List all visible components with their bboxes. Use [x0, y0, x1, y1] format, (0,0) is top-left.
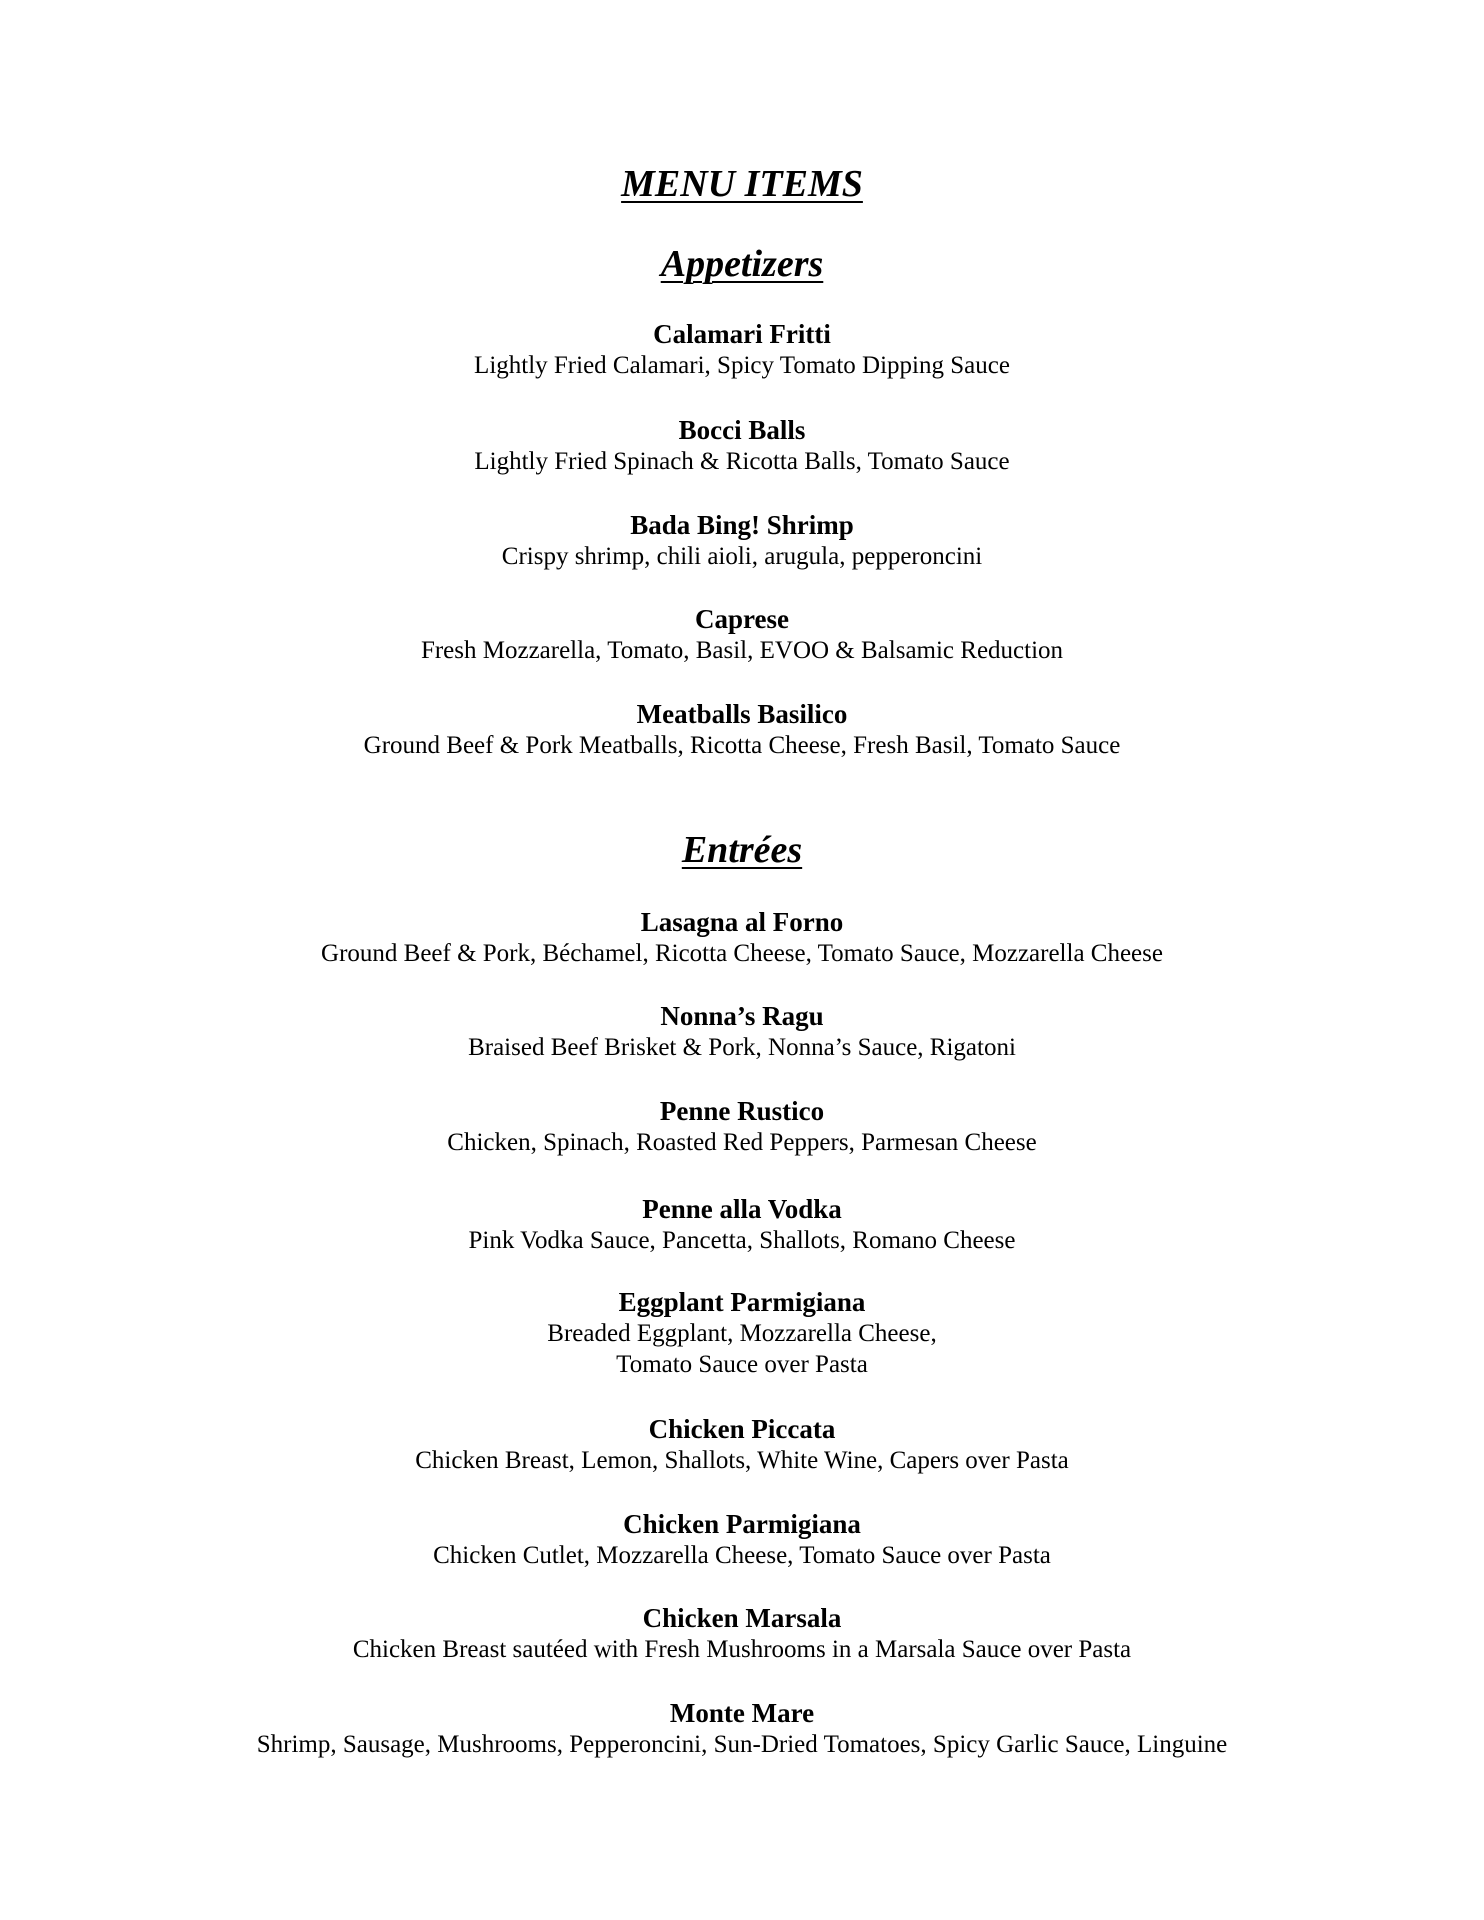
item-name: Chicken Piccata: [648, 1414, 836, 1444]
item-name: Bocci Balls: [678, 415, 806, 445]
menu-item-nonnas-ragu: [0, 1000, 1484, 1063]
item-name: Eggplant Parmigiana: [618, 1287, 866, 1317]
item-name: Caprese: [695, 604, 789, 634]
item-name: Bada Bing! Shrimp: [630, 510, 854, 540]
section-heading-appetizers: Appetizers: [660, 243, 824, 285]
item-name: Penne Rustico: [659, 1096, 825, 1126]
item-description: Pink Vodka Sauce, Pancetta, Shallots, Romano Cheese: [468, 1227, 1016, 1254]
menu-item-calamari-fritti: [0, 318, 1484, 381]
menu-item-eggplant-parmigiana: [0, 1286, 1484, 1380]
item-name: Penne alla Vodka: [642, 1194, 842, 1224]
item-description: Chicken Breast, Lemon, Shallots, White Wine, Capers over Pasta: [415, 1447, 1069, 1474]
section-heading-entrees: Entrées: [681, 829, 803, 871]
menu-item-chicken-piccata: [0, 1413, 1484, 1476]
menu-item-bocci-balls: [0, 414, 1484, 477]
item-description: Lightly Fried Spinach & Ricotta Balls, Tomato Sauce: [474, 448, 1010, 475]
item-description: Chicken, Spinach, Roasted Red Peppers, Parmesan Cheese: [447, 1129, 1037, 1156]
page-title: MENU ITEMS: [621, 163, 863, 205]
item-description: Shrimp, Sausage, Mushrooms, Pepperoncini, Sun-Dried Tomatoes, Spicy Garlic Sauce, Linguine: [256, 1731, 1228, 1758]
item-name: Monte Mare: [669, 1698, 815, 1728]
menu-item-meatballs-basilico: [0, 698, 1484, 761]
item-description: Crispy shrimp, chili aioli, arugula, pepperoncini: [501, 543, 983, 570]
menu-item-penne-rustico: [0, 1095, 1484, 1158]
item-name: Nonna’s Ragu: [660, 1001, 824, 1031]
menu-item-chicken-parmigiana: [0, 1508, 1484, 1571]
item-description: Braised Beef Brisket & Pork, Nonna’s Sauce, Rigatoni: [468, 1034, 1016, 1061]
menu-item-penne-alla-vodka: [0, 1193, 1484, 1256]
item-description: Lightly Fried Calamari, Spicy Tomato Dipping Sauce: [474, 352, 1010, 379]
item-name: Calamari Fritti: [653, 319, 831, 349]
item-description: Chicken Breast sautéed with Fresh Mushrooms in a Marsala Sauce over Pasta: [352, 1636, 1132, 1663]
menu-item-caprese: [0, 603, 1484, 666]
menu-item-lasagna-al-forno: [0, 906, 1484, 969]
menu-item-monte-mare: [0, 1697, 1484, 1760]
item-name: Chicken Parmigiana: [623, 1509, 861, 1539]
menu-item-chicken-marsala: [0, 1602, 1484, 1665]
item-description: Chicken Cutlet, Mozzarella Cheese, Tomato Sauce over Pasta: [433, 1542, 1051, 1569]
item-description: Breaded Eggplant, Mozzarella Cheese,: [547, 1320, 937, 1347]
item-name: Chicken Marsala: [642, 1603, 842, 1633]
item-description: Ground Beef & Pork Meatballs, Ricotta Cheese, Fresh Basil, Tomato Sauce: [363, 732, 1121, 759]
item-name: Lasagna al Forno: [640, 907, 844, 937]
item-description-line-2: Tomato Sauce over Pasta: [616, 1351, 868, 1378]
menu-item-bada-bing-shrimp: [0, 509, 1484, 572]
item-name: Meatballs Basilico: [636, 699, 848, 729]
item-description: Ground Beef & Pork, Béchamel, Ricotta Cheese, Tomato Sauce, Mozzarella Cheese: [321, 940, 1163, 967]
item-description: Fresh Mozzarella, Tomato, Basil, EVOO & Balsamic Reduction: [420, 637, 1064, 664]
